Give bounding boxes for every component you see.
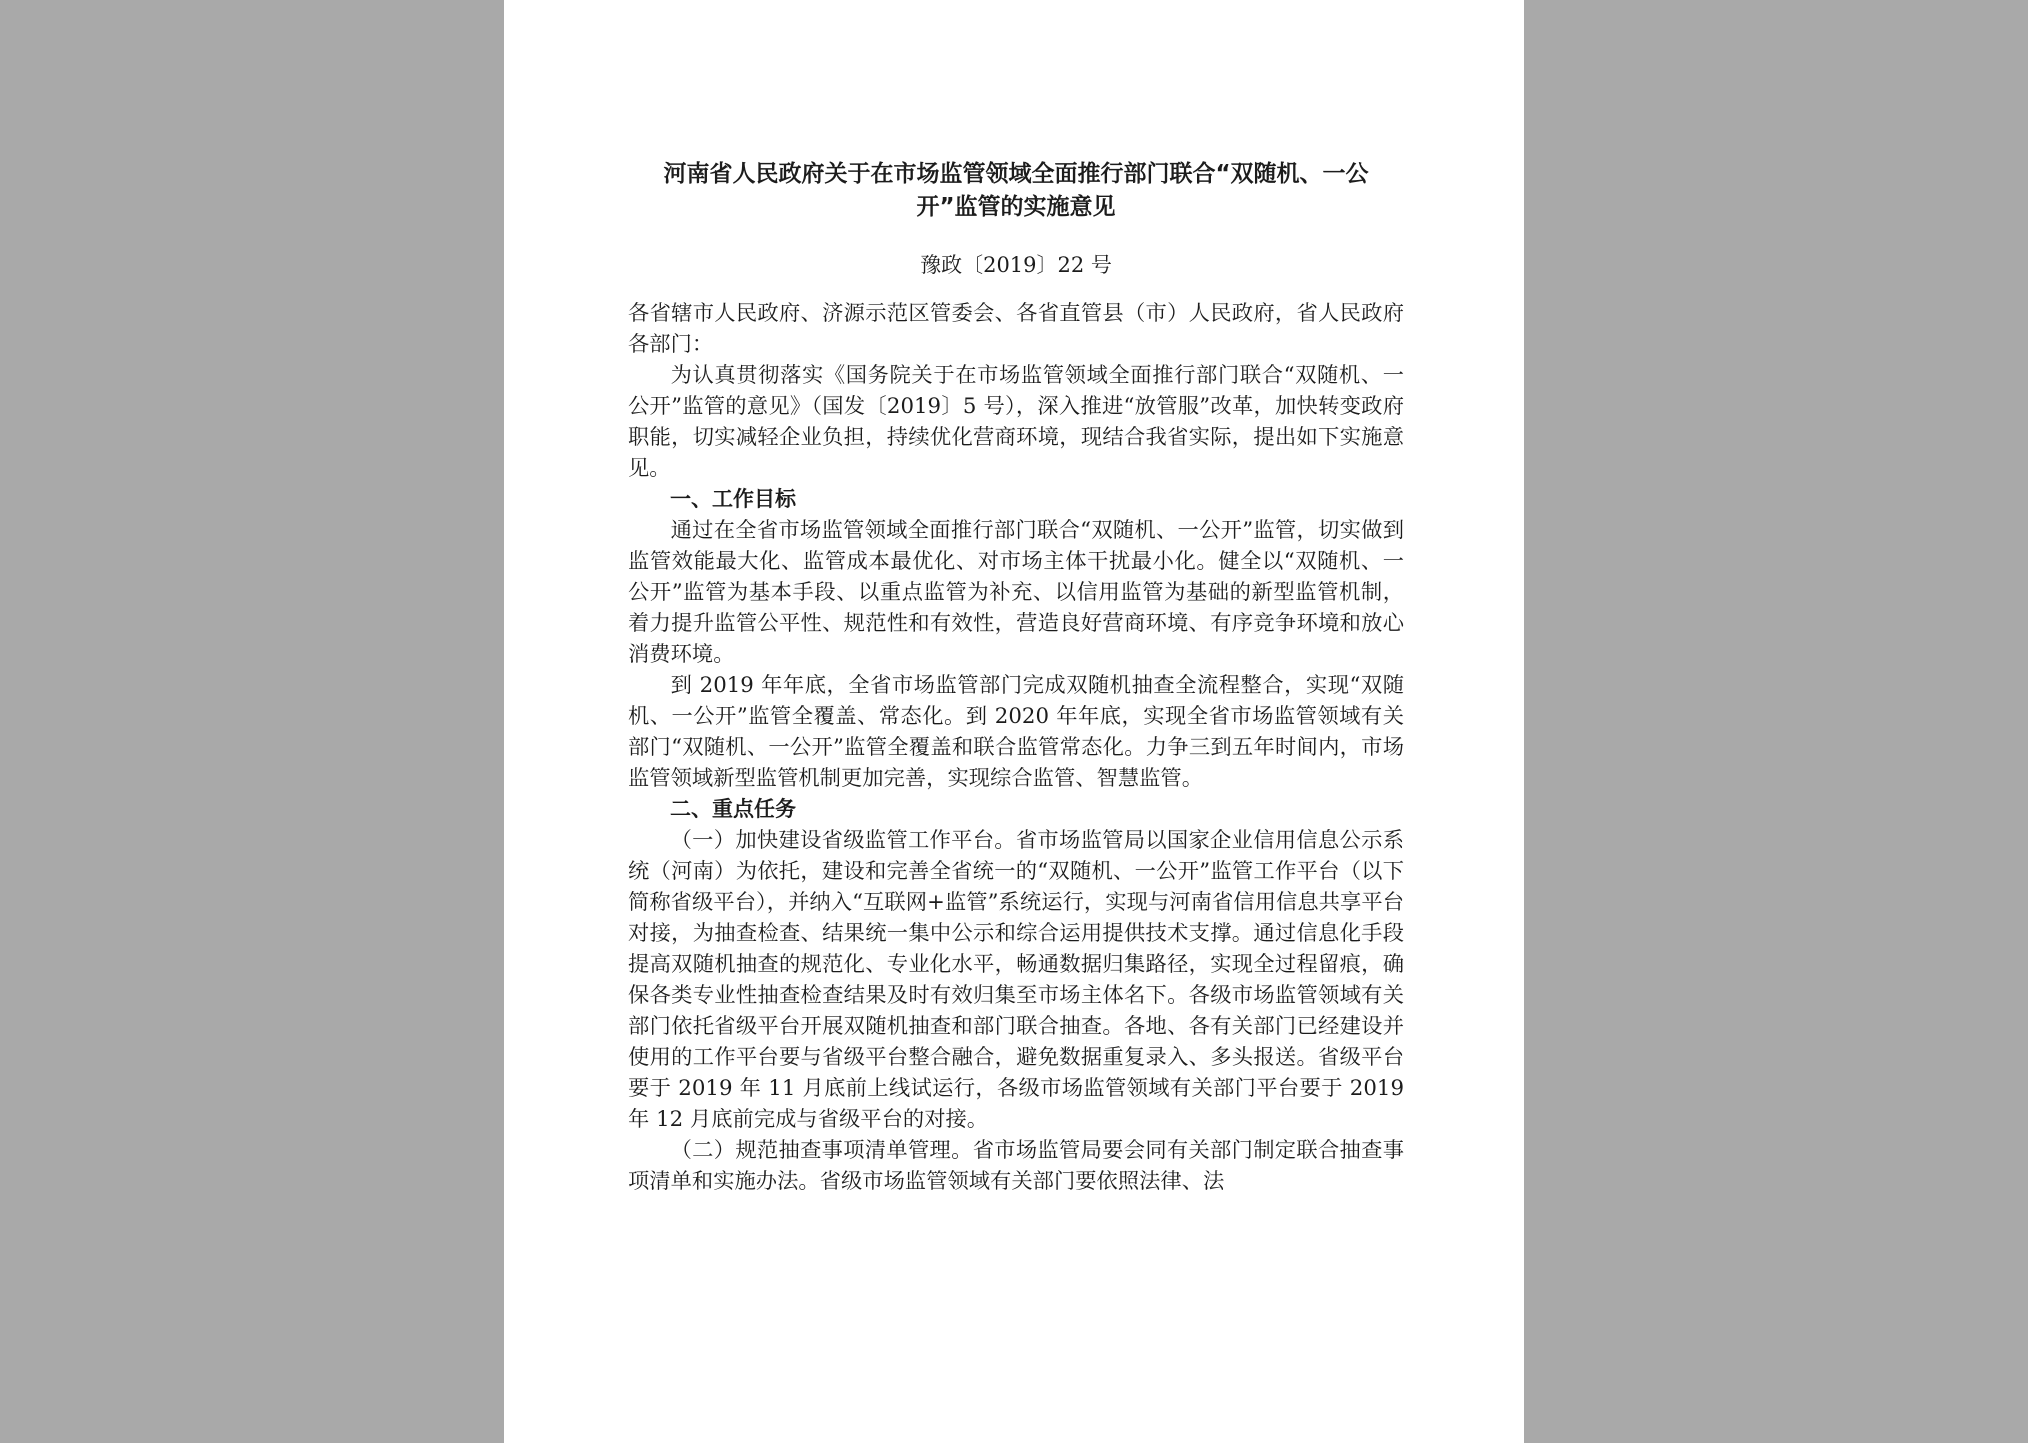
addressee: 各省辖市人民政府、济源示范区管委会、各省直管县（市）人民政府，省人民政府各部门： [628,301,1404,357]
goals-paragraph-2: 到 2019 年年底，全省市场监管部门完成双随机抽查全流程整合，实现“双随机、一公开”监管全覆盖、常态化。到 2020 年年底，实现全省市场监管领域有关部门“双随机、一公开”监管全覆盖和联合监管常态化。力争三到五年时间内，市场监管领域新型监管机制更加完善，实现综合监管、智慧监管。 [628,673,1404,791]
section-heading-tasks: 二、重点任务 [670,797,796,821]
document-page [504,0,1524,1443]
document-number: 豫政〔2019〕22 号 [920,253,1112,277]
page-content [628,158,1404,1197]
goals-paragraph-1: 通过在全省市场监管领域全面推行部门联合“双随机、一公开”监管，切实做到监管效能最大化、监管成本最优化、对市场主体干扰最小化。健全以“双随机、一公开”监管为基本手段、以重点监管为补充、以信用监管为基础的新型监管机制，着力提升监管公平性、规范性和有效性，营造良好营商环境、有序竞争环境和放心消费环境。 [628,518,1404,667]
tasks-paragraph-2: （二）规范抽查事项清单管理。省市场监管局要会同有关部门制定联合抽查事项清单和实施办法。省级市场监管领域有关部门要依照法律、法 [628,1138,1404,1194]
intro-paragraph: 为认真贯彻落实《国务院关于在市场监管领域全面推行部门联合“双随机、一公开”监管的意见》（国发〔2019〕5 号），深入推进“放管服”改革，加快转变政府职能，切实减轻企业负担，持续优化营商环境，现结合我省实际，提出如下实施意见。 [628,363,1404,481]
tasks-paragraph-1: （一）加快建设省级监管工作平台。省市场监管局以国家企业信用信息公示系统（河南）为依托，建设和完善全省统一的“双随机、一公开”监管工作平台（以下简称省级平台），并纳入“互联网+监管”系统运行，实现与河南省信用信息共享平台对接，为抽查检查、结果统一集中公示和综合运用提供技术支撑。通过信息化手段提高双随机抽查的规范化、专业化水平，畅通数据归集路径，实现全过程留痕，确保各类专业性抽查检查结果及时有效归集至市场主体名下。各级市场监管领域有关部门依托省级平台开展双随机抽查和部门联合抽查。各地、各有关部门已经建设并使用的工作平台要与省级平台整合融合，避免数据重复录入、多头报送。省级平台要于 2019 年 11 月底前上线试运行，各级市场监管领域有关部门平台要于 2019 年 12 月底前完成与省级平台的对接。 [628,828,1404,1132]
section-heading-goals: 一、工作目标 [670,487,796,511]
document-title: 河南省人民政府关于在市场监管领域全面推行部门联合“双随机、一公开”监管的实施意见 [663,161,1369,220]
